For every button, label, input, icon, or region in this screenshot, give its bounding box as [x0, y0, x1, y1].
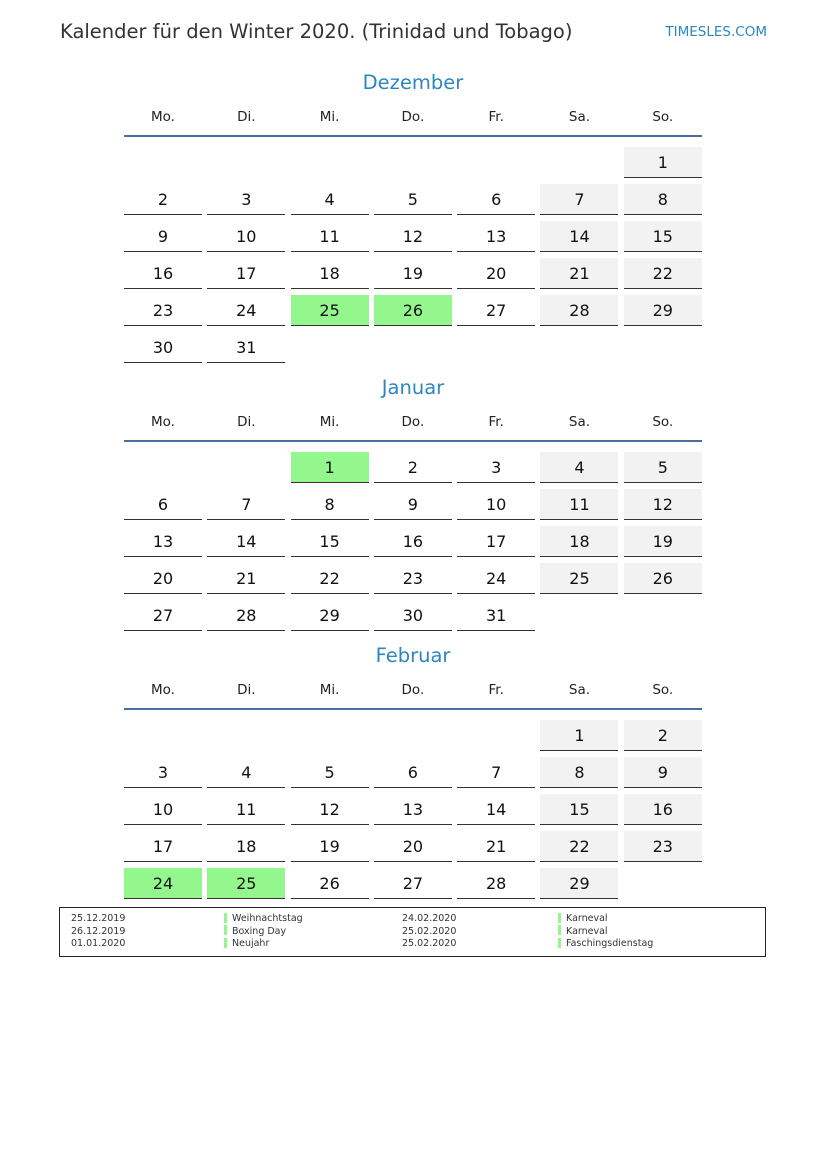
legend-holiday-name: Karneval — [566, 913, 608, 924]
day-cell: 10 — [207, 221, 285, 252]
day-cell: 18 — [207, 831, 285, 862]
holiday-marker — [224, 925, 227, 935]
day-cell: 8 — [540, 757, 618, 788]
day-cell: 6 — [457, 184, 535, 215]
legend-holiday-name: Faschingsdienstag — [566, 938, 654, 949]
day-cell: 9 — [624, 757, 702, 788]
day-cell: 5 — [291, 757, 369, 788]
day-cell: 22 — [624, 258, 702, 289]
day-cell: 1 — [540, 720, 618, 751]
day-cell: 4 — [540, 452, 618, 483]
day-cell: 29 — [291, 600, 369, 631]
weekday-header — [124, 410, 702, 442]
month-title: Februar — [375, 644, 451, 667]
holiday-day-cell: 26 — [374, 295, 452, 326]
day-cell: 23 — [374, 563, 452, 594]
holiday-day-cell: 1 — [291, 452, 369, 483]
day-cell: 28 — [207, 600, 285, 631]
day-cell: 8 — [624, 184, 702, 215]
day-cell: 27 — [457, 295, 535, 326]
day-cell: 19 — [291, 831, 369, 862]
weekday-label: Sa. — [568, 414, 591, 430]
weekday-label: Fr. — [488, 682, 504, 698]
weekday-header — [124, 678, 702, 710]
day-cell: 31 — [207, 332, 285, 363]
day-cell: 10 — [124, 794, 202, 825]
weekday-label: Do. — [401, 414, 425, 430]
day-cell: 14 — [540, 221, 618, 252]
day-cell: 18 — [291, 258, 369, 289]
day-cell: 23 — [624, 831, 702, 862]
day-cell: 20 — [124, 563, 202, 594]
day-cell: 9 — [124, 221, 202, 252]
day-cell: 3 — [207, 184, 285, 215]
day-cell: 26 — [291, 868, 369, 899]
legend-date: 01.01.2020 — [71, 938, 126, 949]
legend-holiday-name: Neujahr — [232, 938, 270, 949]
day-cell: 27 — [124, 600, 202, 631]
day-cell: 21 — [540, 258, 618, 289]
weekday-label: Mi. — [319, 414, 340, 430]
month-february — [124, 643, 702, 899]
day-cell: 25 — [540, 563, 618, 594]
empty-cell — [374, 720, 452, 750]
holiday-day-cell: 24 — [124, 868, 202, 899]
holiday-marker — [224, 938, 227, 948]
weekday-label: Di. — [237, 682, 256, 698]
weekday-label: Di. — [237, 109, 256, 125]
day-cell: 1 — [624, 147, 702, 178]
weekday-label: Mo. — [151, 414, 175, 430]
day-cell: 15 — [624, 221, 702, 252]
empty-cell — [207, 720, 285, 750]
day-cell: 2 — [624, 720, 702, 751]
day-cell: 15 — [540, 794, 618, 825]
holiday-marker — [224, 913, 227, 923]
day-cell: 5 — [624, 452, 702, 483]
day-cell: 13 — [457, 221, 535, 252]
day-cell: 22 — [540, 831, 618, 862]
day-cell: 31 — [457, 600, 535, 631]
day-cell: 23 — [124, 295, 202, 326]
weekday-label: Fr. — [488, 109, 504, 125]
day-cell: 24 — [457, 563, 535, 594]
day-cell: 29 — [624, 295, 702, 326]
day-cell: 3 — [457, 452, 535, 483]
holiday-day-cell: 25 — [207, 868, 285, 899]
day-cell: 17 — [124, 831, 202, 862]
weekday-label: So. — [652, 682, 674, 698]
empty-cell — [124, 452, 202, 482]
page-title: Kalender für den Winter 2020. (Trinidad und Tobago) — [60, 20, 573, 43]
day-cell: 19 — [624, 526, 702, 557]
day-cell: 6 — [374, 757, 452, 788]
weekday-label: Sa. — [568, 682, 591, 698]
day-cell: 11 — [291, 221, 369, 252]
weekday-label: Mi. — [319, 109, 340, 125]
empty-cell — [374, 147, 452, 177]
legend-names-right — [558, 913, 653, 951]
legend-holiday — [224, 938, 303, 951]
empty-cell — [124, 720, 202, 750]
day-cell: 11 — [540, 489, 618, 520]
weekday-label: Di. — [237, 414, 256, 430]
day-cell: 22 — [291, 563, 369, 594]
day-cell: 16 — [124, 258, 202, 289]
month-december — [124, 70, 702, 363]
month-january — [124, 375, 702, 631]
day-cell: 9 — [374, 489, 452, 520]
empty-cell — [124, 147, 202, 177]
legend-holiday — [558, 913, 653, 926]
day-grid — [124, 446, 702, 631]
day-grid — [124, 714, 702, 899]
day-cell: 27 — [374, 868, 452, 899]
day-cell: 29 — [540, 868, 618, 899]
day-cell: 24 — [207, 295, 285, 326]
holiday-marker — [558, 913, 561, 923]
legend-date: 25.12.2019 — [71, 913, 126, 924]
holiday-marker — [558, 938, 561, 948]
day-cell: 18 — [540, 526, 618, 557]
weekday-label: Mi. — [319, 682, 340, 698]
day-cell: 15 — [291, 526, 369, 557]
weekday-label: Mo. — [151, 109, 175, 125]
day-cell: 14 — [457, 794, 535, 825]
holiday-day-cell: 25 — [291, 295, 369, 326]
day-cell: 21 — [457, 831, 535, 862]
weekday-label: Do. — [401, 109, 425, 125]
legend-dates-right — [402, 913, 456, 951]
day-cell: 28 — [457, 868, 535, 899]
legend-dates-left — [71, 913, 125, 951]
weekday-label: Mo. — [151, 682, 175, 698]
day-cell: 19 — [374, 258, 452, 289]
day-cell: 13 — [124, 526, 202, 557]
day-grid — [124, 141, 702, 363]
empty-cell — [540, 147, 618, 177]
legend-holiday-name: Karneval — [566, 925, 608, 937]
legend-date: 25.02.2020 — [402, 938, 457, 949]
day-cell: 3 — [124, 757, 202, 788]
legend-date: 24.02.2020 — [402, 913, 457, 924]
holiday-legend — [59, 907, 766, 957]
legend-holiday-name: Weihnachtstag — [232, 913, 303, 924]
empty-cell — [291, 147, 369, 177]
holiday-marker — [558, 925, 561, 935]
weekday-label: So. — [652, 109, 674, 125]
empty-cell — [457, 147, 535, 177]
weekday-header — [124, 105, 702, 137]
day-cell: 16 — [374, 526, 452, 557]
day-cell: 4 — [207, 757, 285, 788]
day-cell: 2 — [124, 184, 202, 215]
month-title: Januar — [381, 376, 445, 399]
empty-cell — [291, 720, 369, 750]
empty-cell — [207, 147, 285, 177]
weekday-label: Do. — [401, 682, 425, 698]
weekday-label: Fr. — [488, 414, 504, 430]
day-cell: 8 — [291, 489, 369, 520]
legend-date: 25.02.2020 — [402, 925, 457, 937]
legend-holiday-name: Boxing Day — [232, 925, 287, 937]
month-title: Dezember — [362, 71, 464, 94]
day-cell: 21 — [207, 563, 285, 594]
day-cell: 20 — [457, 258, 535, 289]
legend-holiday — [558, 926, 653, 939]
legend-holiday — [558, 938, 653, 951]
weekday-label: Sa. — [568, 109, 591, 125]
legend-holiday — [224, 913, 303, 926]
day-cell: 16 — [624, 794, 702, 825]
day-cell: 11 — [207, 794, 285, 825]
legend-date: 26.12.2019 — [71, 925, 126, 937]
empty-cell — [457, 720, 535, 750]
day-cell: 10 — [457, 489, 535, 520]
day-cell: 17 — [207, 258, 285, 289]
day-cell: 17 — [457, 526, 535, 557]
day-cell: 12 — [624, 489, 702, 520]
day-cell: 12 — [291, 794, 369, 825]
day-cell: 14 — [207, 526, 285, 557]
day-cell: 28 — [540, 295, 618, 326]
day-cell: 12 — [374, 221, 452, 252]
day-cell: 26 — [624, 563, 702, 594]
site-link[interactable]: TIMESLES.COM — [665, 24, 767, 40]
weekday-label: So. — [652, 414, 674, 430]
day-cell: 20 — [374, 831, 452, 862]
day-cell: 30 — [124, 332, 202, 363]
legend-holiday — [224, 926, 303, 939]
day-cell: 7 — [457, 757, 535, 788]
empty-cell — [207, 452, 285, 482]
day-cell: 5 — [374, 184, 452, 215]
day-cell: 30 — [374, 600, 452, 631]
day-cell: 7 — [207, 489, 285, 520]
day-cell: 2 — [374, 452, 452, 483]
day-cell: 7 — [540, 184, 618, 215]
day-cell: 4 — [291, 184, 369, 215]
day-cell: 6 — [124, 489, 202, 520]
legend-names-left — [224, 913, 303, 951]
day-cell: 13 — [374, 794, 452, 825]
